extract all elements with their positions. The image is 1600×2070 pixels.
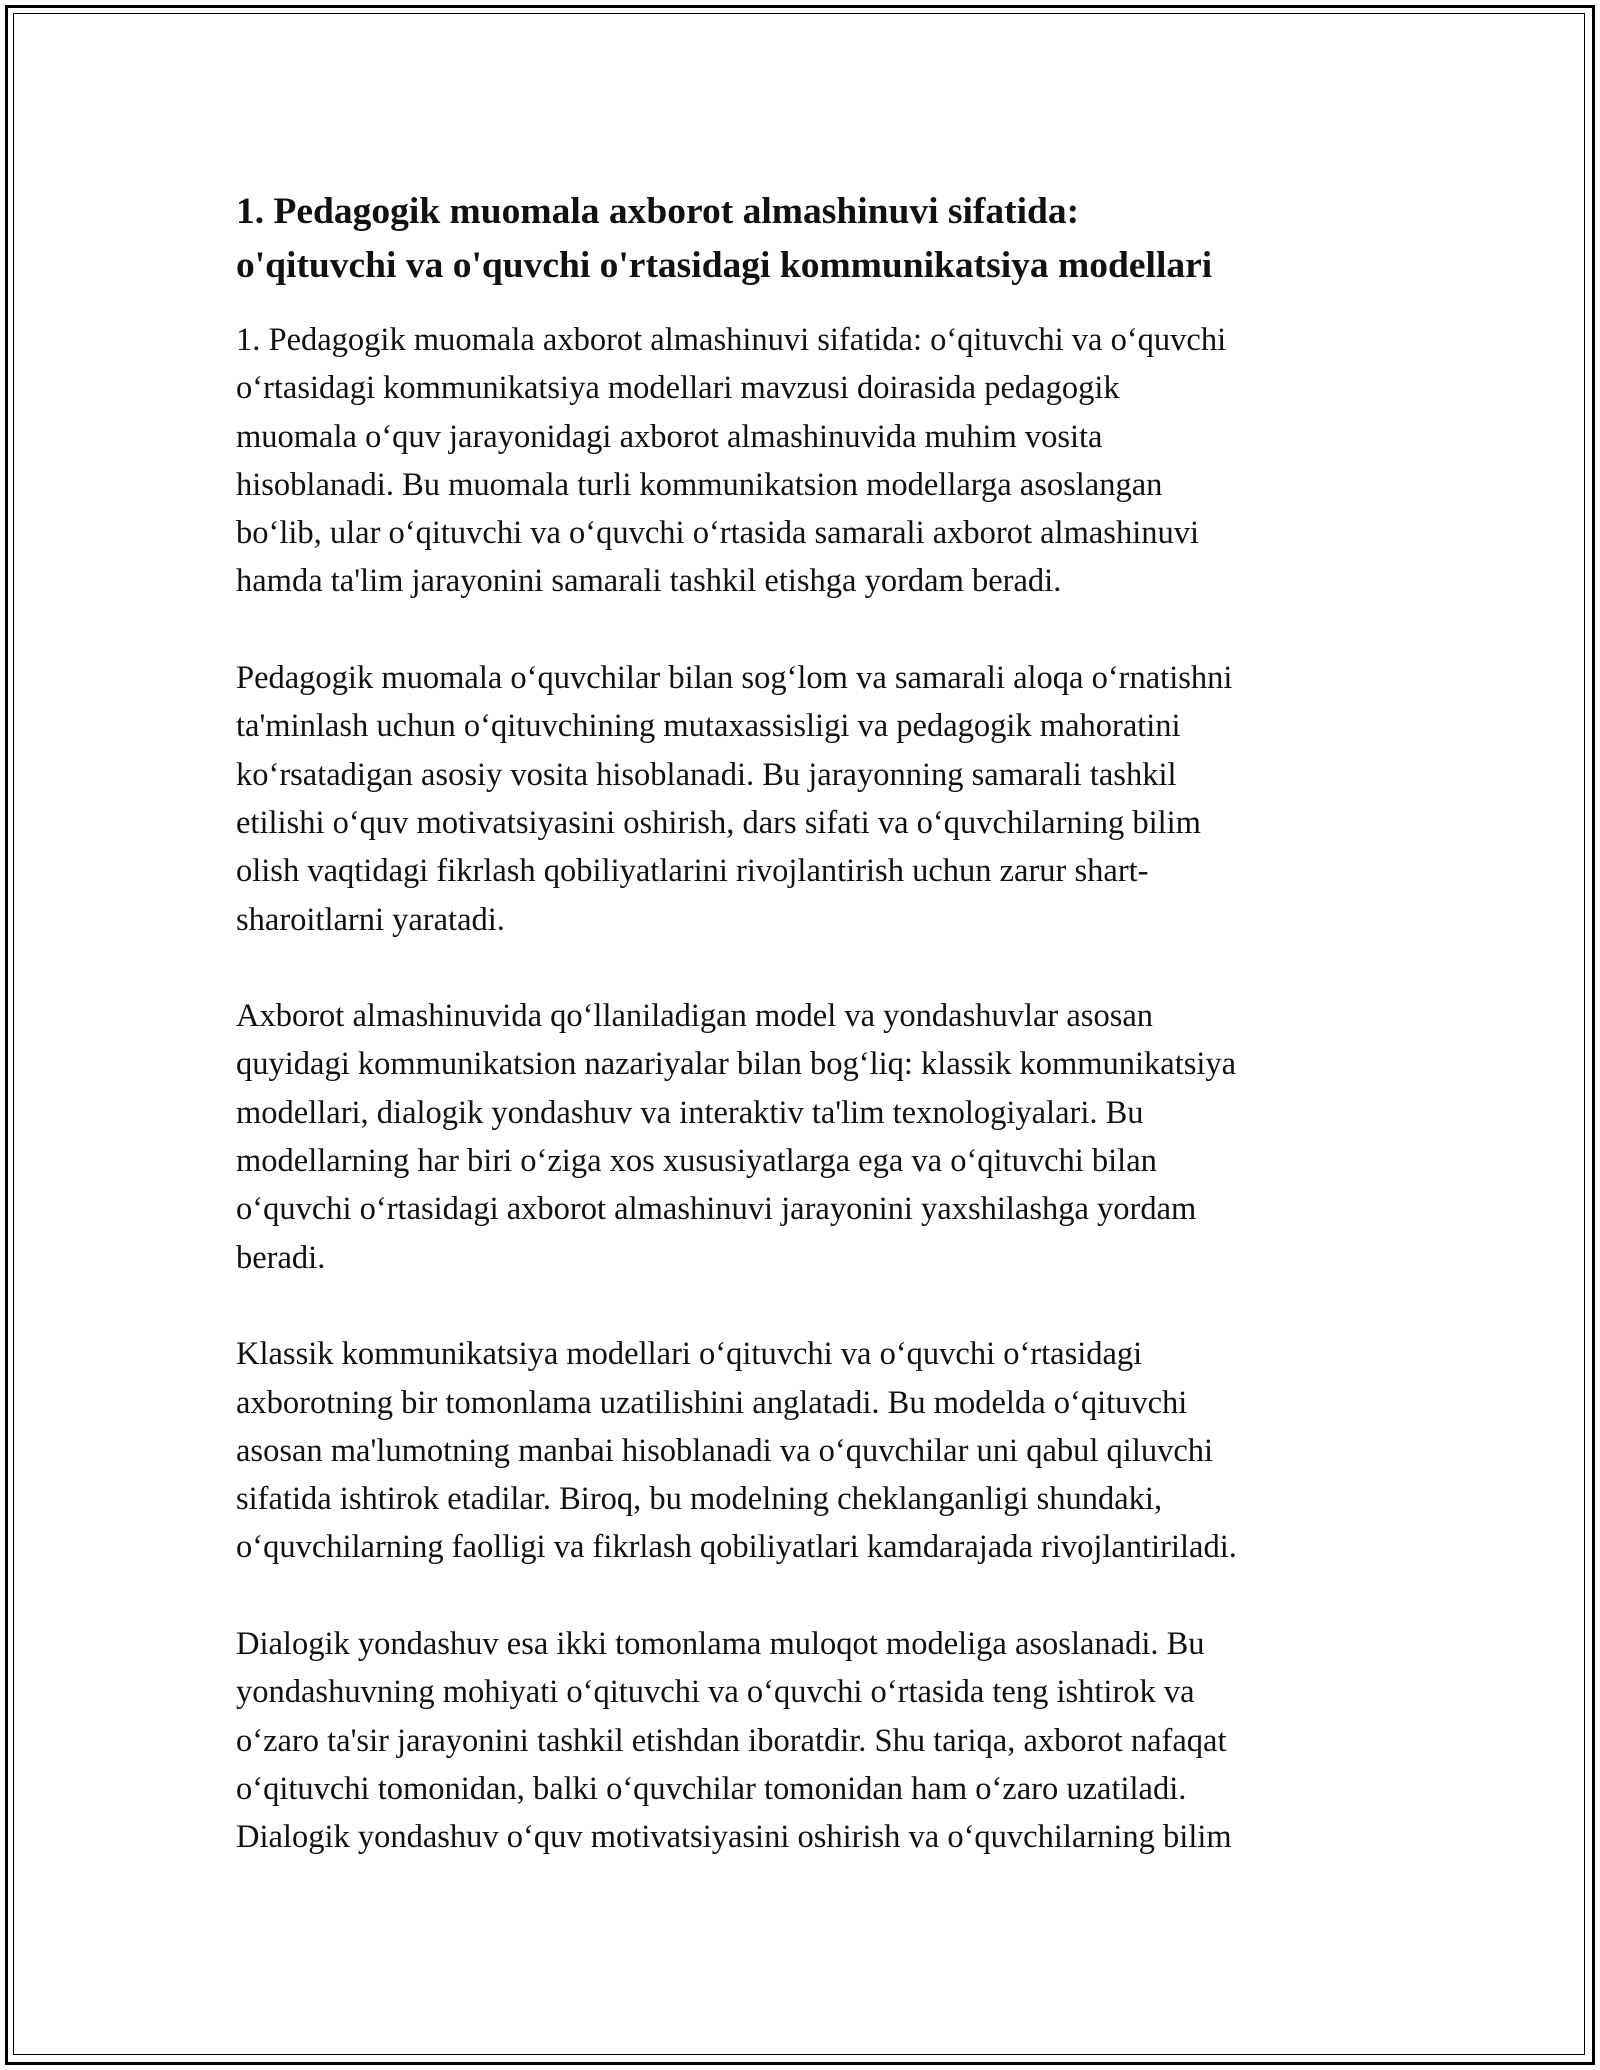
text-line: hisoblanadi. Bu muomala turli kommunikatsion modellarga asoslangan — [236, 466, 1163, 503]
paragraph-2 — [236, 654, 1386, 944]
paragraph-3 — [236, 992, 1386, 1282]
text-line: asosan ma'lumotning manbai hisoblanadi va o‘quvchilar uni qabul qiluvchi — [236, 1432, 1214, 1469]
text-line: sifatida ishtirok etadilar. Biroq, bu modelning cheklanganligi shundaki, — [236, 1481, 1163, 1518]
title-line: o'qituvchi va o'quvchi o'rtasidagi kommunikatsiya modellari — [236, 245, 1213, 286]
text-line: etilishi o‘quv motivatsiyasini oshirish, dars sifati va o‘quvchilarning bilim — [236, 804, 1201, 841]
text-line: ko‘rsatadigan asosiy vosita hisoblanadi. Bu jarayonning samarali tashkil — [236, 756, 1177, 793]
paragraph-5 — [236, 1620, 1386, 1861]
text-line: muomala o‘quv jarayonidagi axborot almashinuvida muhim vosita — [236, 418, 1103, 455]
text-line: yondashuvning mohiyati o‘qituvchi va o‘quvchi o‘rtasida teng ishtirok va — [236, 1674, 1195, 1711]
text-line: o‘rtasidagi kommunikatsiya modellari mavzusi doirasida pedagogik — [236, 370, 1120, 407]
document-title — [236, 185, 1386, 293]
text-line: Dialogik yondashuv o‘quv motivatsiyasini oshirish va o‘quvchilarning bilim — [236, 1819, 1232, 1856]
text-line: quyidagi kommunikatsion nazariyalar bilan bog‘liq: klassik kommunikatsiya — [236, 1046, 1237, 1083]
text-line: Pedagogik muomala o‘quvchilar bilan sog‘lom va samarali aloqa o‘rnatishni — [236, 660, 1233, 697]
text-line: Klassik kommunikatsiya modellari o‘qituvchi va o‘quvchi o‘rtasidagi — [236, 1336, 1143, 1373]
text-line: Axborot almashinuvida qo‘llaniladigan model va yondashuvlar asosan — [236, 998, 1154, 1035]
text-line: bo‘lib, ular o‘qituvchi va o‘quvchi o‘rtasida samarali axborot almashinuvi — [236, 515, 1200, 552]
text-line: Dialogik yondashuv esa ikki tomonlama muloqot modeliga asoslanadi. Bu — [236, 1626, 1205, 1663]
text-line: o‘zaro ta'sir jarayonini tashkil etishdan iboratdir. Shu tariqa, axborot nafaqat — [236, 1722, 1227, 1759]
text-line: axborotning bir tomonlama uzatilishini anglatadi. Bu modelda o‘qituvchi — [236, 1384, 1188, 1421]
title-line: 1. Pedagogik muomala axborot almashinuvi sifatida: — [236, 191, 1080, 232]
text-line: hamda ta'lim jarayonini samarali tashkil etishga yordam beradi. — [236, 563, 1062, 600]
paragraph-4 — [236, 1330, 1386, 1571]
text-line: o‘quvchilarning faolligi va fikrlash qobiliyatlari kamdarajada rivojlantiriladi. — [236, 1529, 1237, 1566]
text-line: 1. Pedagogik muomala axborot almashinuvi sifatida: o‘qituvchi va o‘quvchi — [236, 322, 1227, 358]
document-body — [236, 185, 1386, 1910]
text-line: beradi. — [236, 1239, 326, 1276]
text-line: olish vaqtidagi fikrlash qobiliyatlarini rivojlantirish uchun zarur shart- — [236, 853, 1149, 890]
text-line: ta'minlash uchun o‘qituvchining mutaxassisligi va pedagogik mahoratini — [236, 708, 1181, 745]
text-line: modellarning har biri o‘ziga xos xususiyatlarga ega va o‘qituvchi bilan — [236, 1143, 1157, 1180]
text-line: o‘qituvchi tomonidan, balki o‘quvchilar tomonidan ham o‘zaro uzatiladi. — [236, 1770, 1187, 1807]
paragraph-1 — [236, 316, 1386, 606]
text-line: sharoitlarni yaratadi. — [236, 901, 505, 938]
text-line: o‘quvchi o‘rtasidagi axborot almashinuvi jarayonini yaxshilashga yordam — [236, 1191, 1197, 1228]
text-line: modellari, dialogik yondashuv va interaktiv ta'lim texnologiyalari. Bu — [236, 1094, 1144, 1131]
